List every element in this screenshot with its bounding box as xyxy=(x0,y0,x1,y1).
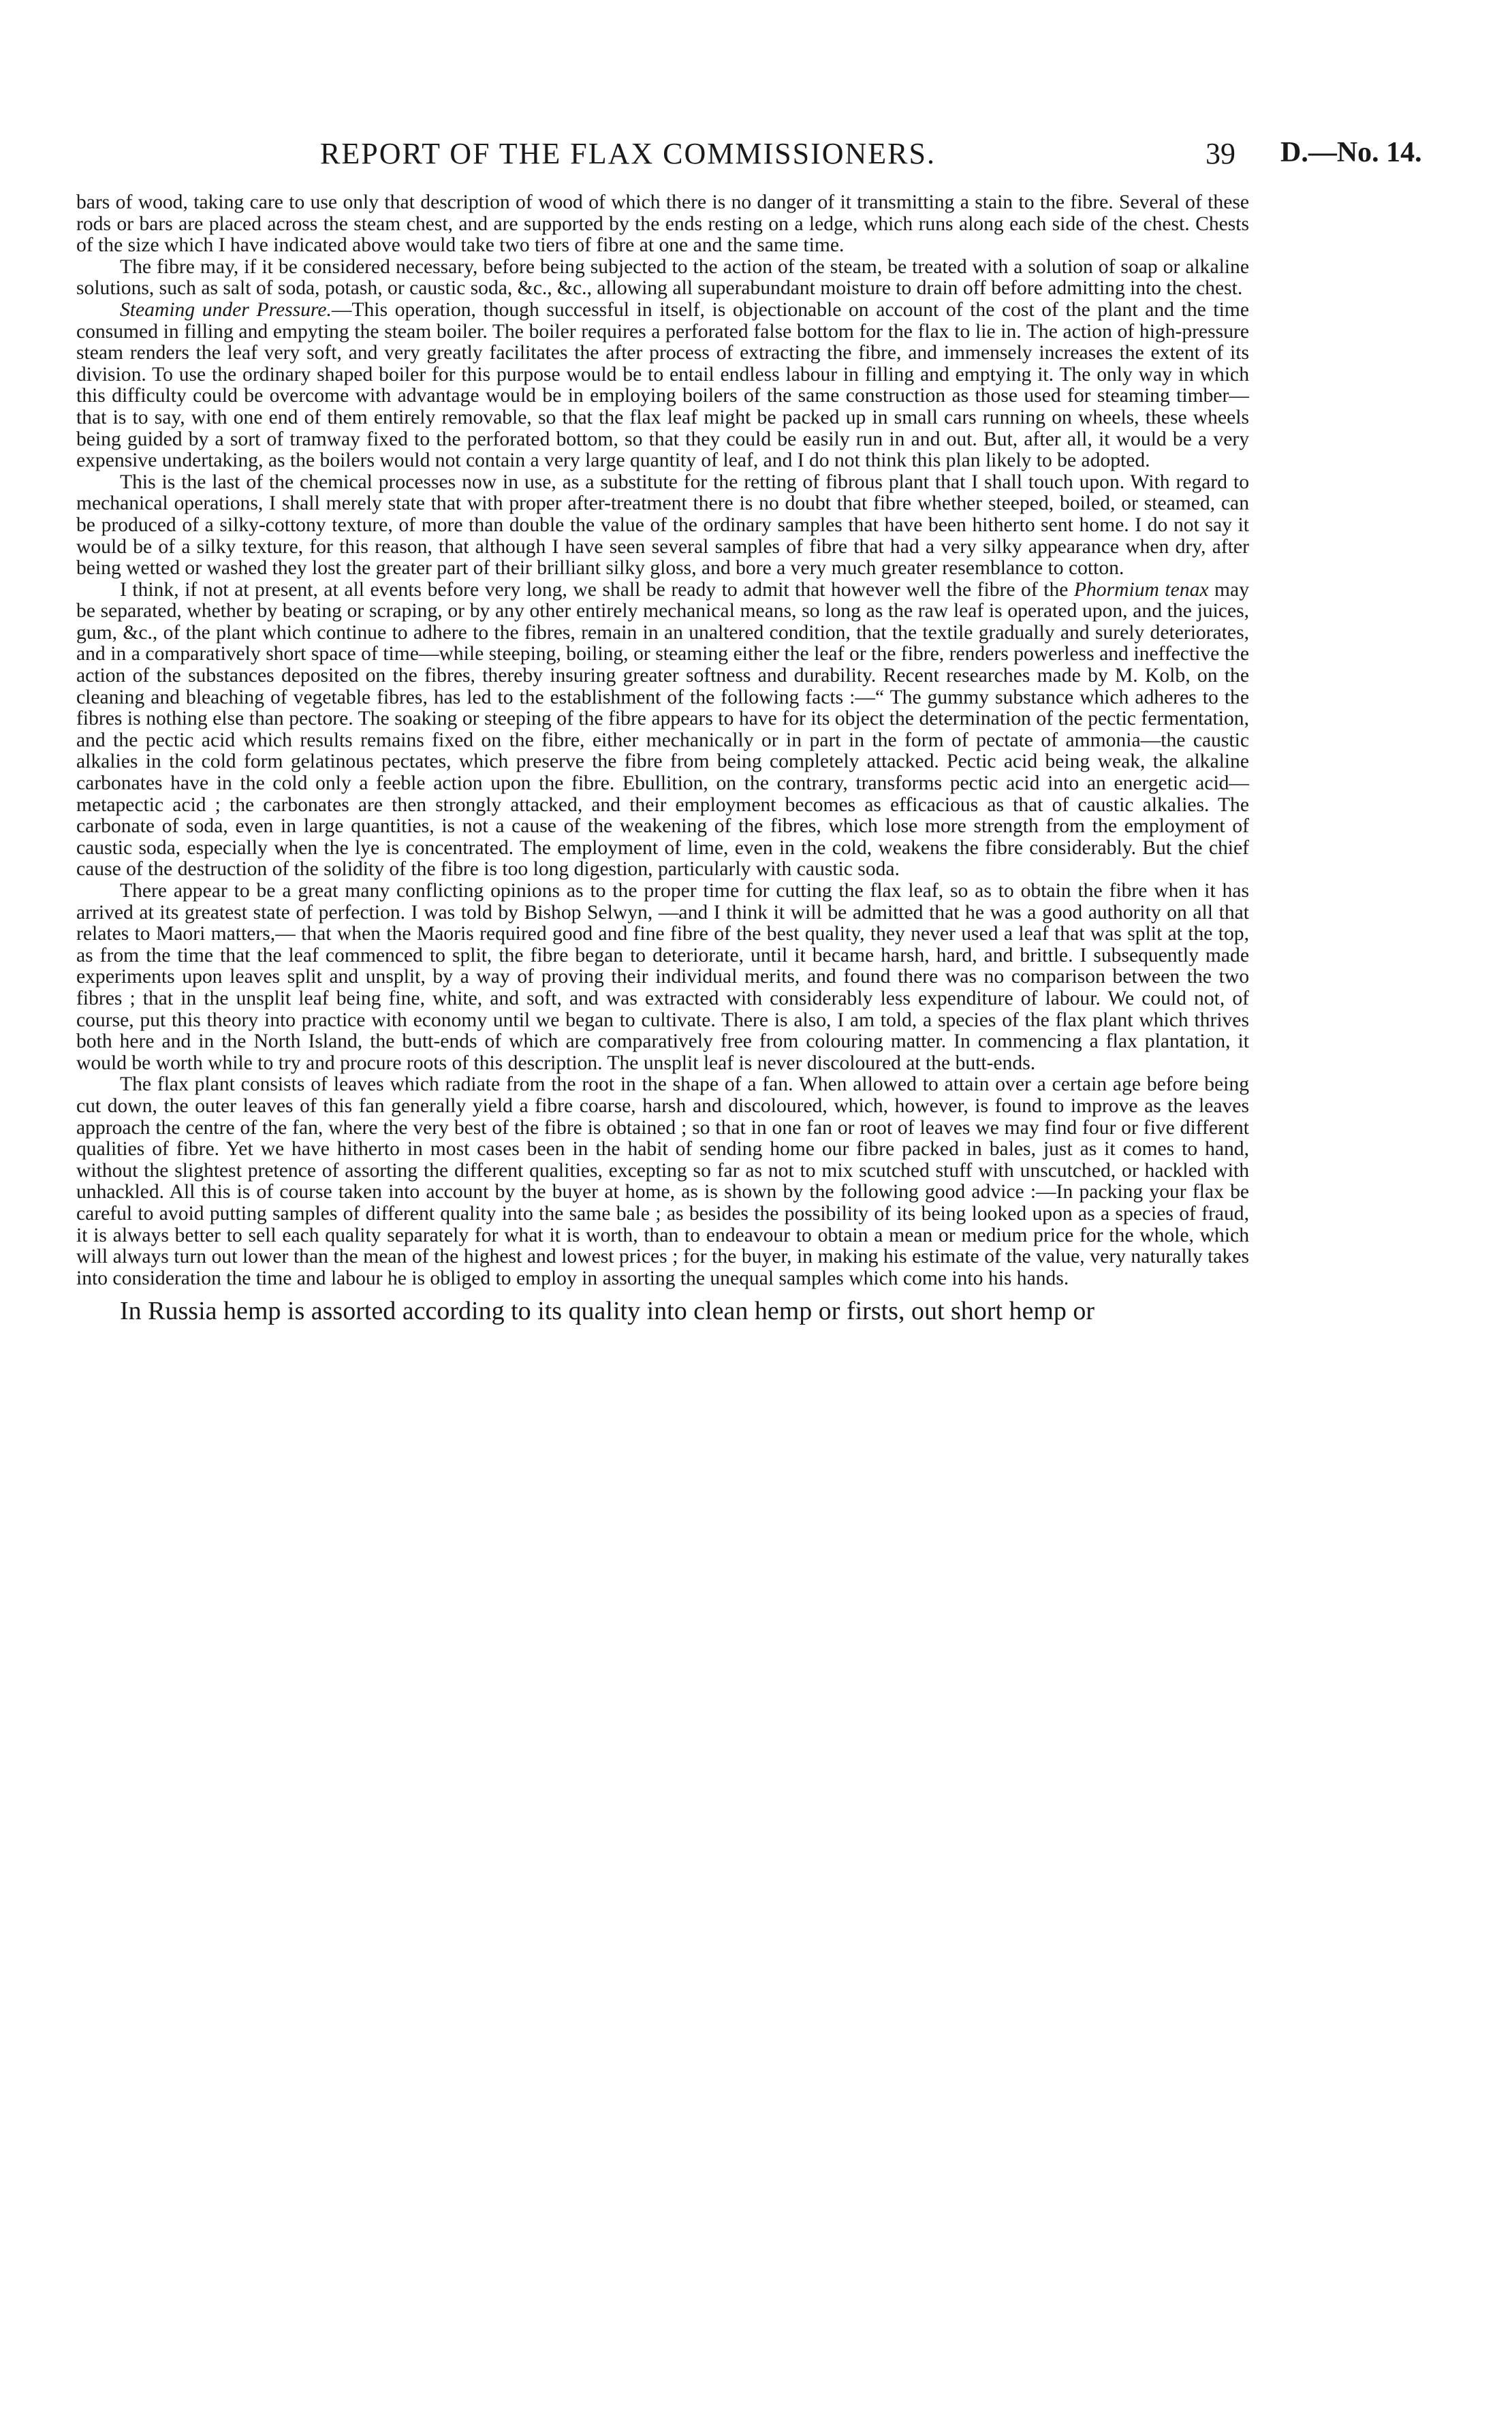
paragraph-6: There appear to be a great many conflicting opinions as to the proper time for cutting the flax leaf, so as to obtain the fibre when it has arrived at its greatest state of perfection. I was told by Bishop Selwyn, —and I think it will be admitted that he was a good authority on all that relates to Maori matters,— that when the Maoris required good and fine fibre of the best quality, they never used a leaf that was split at the top, as from the time that the leaf commenced to split, the fibre began to deteriorate, until it became harsh, hard, and brittle. I subsequently made experiments upon leaves split and unsplit, by a way of proving their individual merits, and found there was no comparison between the two fibres ; that in the unsplit leaf being fine, white, and soft, and was extracted with considerably less expenditure of labour. We could not, of course, put this theory into practice with economy until we began to cultivate. There is also, I am told, a species of the flax plant which thrives both here and in the North Island, the butt-ends of which are comparatively free from colouring matter. In commencing a flax plantation, it would be worth while to try and procure roots of this description. The unsplit leaf is never discoloured at the butt-ends. xyxy=(76,880,1249,1074)
paragraph-5 xyxy=(76,580,1249,881)
paragraph-4: This is the last of the chemical processes now in use, as a substitute for the retting of fibrous plant that I shall touch upon. With regard to mechanical operations, I shall merely state that with proper after-treatment there is no doubt that fibre whether steeped, boiled, or steamed, can be produced of a silky-cottony texture, of more than double the value of the ordinary samples that have been hitherto sent home. I do not say it would be of a silky texture, for this reason, that although I have seen several samples of fibre that had a very silky appearance when dry, after being wetted or washed they lost the greater part of their brilliant silky gloss, and bore a very much greater resemblance to cotton. xyxy=(76,471,1249,580)
species-name: Phormium tenax xyxy=(1073,578,1209,601)
paragraph-3 xyxy=(76,300,1249,472)
paragraph-3-text: —This operation, though successful in itself, is objectionable on account of the cost of the plant and the time consumed in filling and empyting the steam boiler. The boiler requires a perforated false bottom for the flax to lie in. The action of high-pressure steam renders the leaf very soft, and very greatly facilitates the after process of extracting the fibre, and immensely increases the extent of its division. To use the ordinary shaped boiler for this purpose would be to entail endless labour in filling and emptying it. The only way in which this difficulty could be overcome with advantage would be in employing boilers of the same construction as those used for steaming timber—that is to say, with one end of them entirely removable, so that the flax leaf might be packed up in small cars running on wheels, these wheels being guided by a sort of tramway fixed to the perforated bottom, so that they could be easily run in and out. But, after all, it would be a very expensive undertaking, as the boilers would not contain a very large quantity of leaf, and I do not think this plan likely to be adopted. xyxy=(76,298,1249,472)
page-number: 39 xyxy=(1206,137,1235,170)
running-title: REPORT OF THE FLAX COMMISSIONERS. xyxy=(320,137,936,170)
paragraph-7: The flax plant consists of leaves which radiate from the root in the shape of a fan. When allowed to attain over a certain age before being cut down, the outer leaves of this fan generally yield a fibre coarse, harsh and discoloured, which, however, is found to improve as the leaves approach the centre of the fan, where the very best of the fibre is obtained ; so that in one fan or root of leaves we may find four or five different qualities of fibre. Yet we have hitherto in most cases been in the habit of sending home our fibre packed in bales, just as it comes to hand, without the slightest pretence of assorting the different qualities, excepting so far as not to mix scutched stuff with unscutched, or hackled with unhackled. All this is of course taken into account by the buyer at home, as is shown by the following good advice :—In packing your flax be careful to avoid putting samples of different quality into the same bale ; as besides the possibility of its being looked upon as a species of fraud, it is always better to sell each quality separately for what it is worth, than to endeavour to obtain a mean or medium price for the whole, which will always turn out lower than the mean of the highest and lowest prices ; for the buyer, in making his estimate of the value, very naturally takes into consideration the time and labour he is obliged to employ in assorting the unequal samples which come into his hands. xyxy=(76,1073,1249,1289)
page-header xyxy=(0,136,1512,184)
body-text xyxy=(76,192,1249,1326)
paragraph-5-text-b: may be separated, whether by beating or scraping, or by any other entirely mechanical means, so long as the raw leaf is operated upon, and the juices, gum, &c., of the plant which continue to adhere to the fibres, remain in an unaltered condition, that the textile gradually and surely deteriorates, and in a comparatively short space of time—while steeping, boiling, or steaming either the leaf or the fibre, renders powerless and ineffective the action of the substances deposited on the fibres, thereby insuring greater softness and durability. Recent researches made by M. Kolb, on the cleaning and bleaching of vegetable fibres, has led to the establishment of the following facts :—“ The gummy substance which adheres to the fibres is nothing else than pectore. The soaking or steeping of the fibre appears to have for its object the determination of the pectic fermentation, and the pectic acid which results remains fixed on the fibre, either mechanically or in part in the form of pectate of ammonia—the caustic alkalies in the cold form gelatinous pectates, which preserve the fibre from being completely attacked. Pectic acid being weak, the alkaline carbonates have in the cold only a feeble action upon the fibre. Ebullition, on the contrary, transforms pectic acid into an energetic acid—metapectic acid ; the carbonates are then strongly attacked, and their employment becomes as efficacious as that of caustic alkalies. The carbonate of soda, even in large quantities, is not a cause of the weakening of the fibres, which lose more strength from the employment of caustic soda, especially when the lye is concentrated. The employment of lime, even in the cold, weakens the fibre considerably. But the chief cause of the destruction of the solidity of the fibre is too long digestion, particularly with caustic soda. xyxy=(76,578,1249,881)
paragraph-2: The fibre may, if it be considered necessary, before being subjected to the action of the steam, be treated with a solution of soap or alkaline solutions, such as salt of soda, potash, or caustic soda, &c., &c., allowing all superabundant moisture to drain off before admitting into the chest. xyxy=(76,255,1249,300)
document-reference: D.—No. 14. xyxy=(1280,137,1422,168)
paragraph-1: bars of wood, taking care to use only that description of wood of which there is no danger of it transmitting a stain to the fibre. Several of these rods or bars are placed across the steam chest, and are supported by the ends resting on a ledge, which runs along each side of the chest. Chests of the size which I have indicated above would take two tiers of fibre at one and the same time. xyxy=(76,191,1249,257)
paragraph-5-text-a: I think, if not at present, at all events before very long, we shall be ready to admit that however well the fibre of the xyxy=(120,578,1074,601)
paragraph-8: In Russia hemp is assorted according to its quality into clean hemp or firsts, out short hemp or xyxy=(120,1297,1095,1326)
section-heading: Steaming under Pressure. xyxy=(120,298,332,321)
